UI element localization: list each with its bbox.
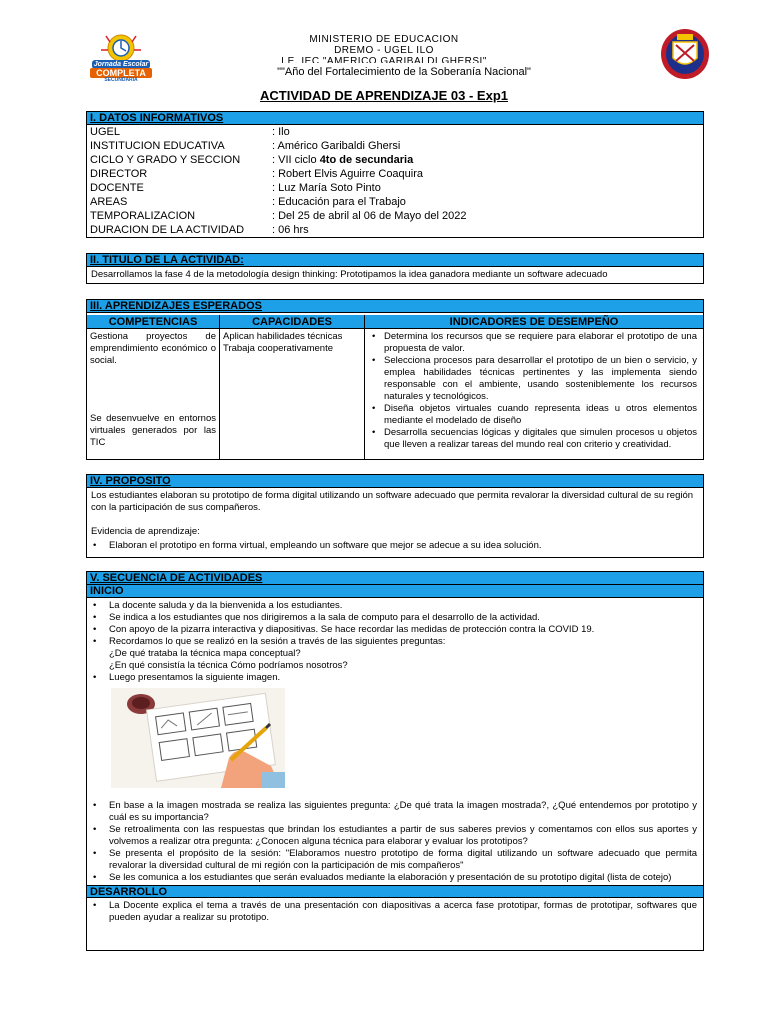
indicador-item: • Desarrolla secuencias lógicas y digitales que simulen procesos u objetos que lleven a realizar tareas del mundo real con criterio y creatividad. [368,427,697,451]
inicio-item-text: Recordamos lo que se realizó en la sesión a través de las siguientes preguntas: [109,636,446,647]
datos-heading: I. DATOS INFORMATIVOS [87,112,703,125]
col-competencias: COMPETENCIAS [87,315,220,329]
datos-value: : Ilo [272,126,290,138]
datos-value-plain: : VII ciclo [272,154,320,166]
section-proposito [86,474,704,558]
header-motto: ""Año del Fortalecimiento de la Soberanía Nacional" [277,66,531,78]
datos-value: : Américo Garibaldi Ghersi [272,140,401,152]
indicadores-cell [365,329,703,459]
titulo-heading: II. TITULO DE LA ACTIVIDAD: [87,254,703,267]
inicio-item [87,636,697,672]
col-capacidades: CAPACIDADES [220,315,365,329]
datos-label: DURACION DE LA ACTIVIDAD [90,224,245,236]
inicio-list [87,598,703,684]
col-indicadores: INDICADORES DE DESEMPEÑO [365,315,703,329]
followup-item: • Se retroalimenta con las respuestas que brindan los estudiantes a partir de sus saberes previos y comentamos con ellos sus aportes y volvemos a realizar otra pregunta: ¿Conocen alguna técnica para elaborar y evaluar los prototipos? [87,824,697,848]
capacidad-item: Trabaja cooperativamente [223,343,334,354]
section-datos [86,111,704,238]
datos-label: DIRECTOR [90,168,148,180]
school-crest-right [660,28,710,80]
competencias-cell [87,329,220,459]
evidencia-list [87,540,703,552]
inicio-heading: INICIO [87,585,703,598]
prototype-sketch-image [111,688,285,788]
inicio-item: • La docente saluda y da la bienvenida a los estudiantes. [87,600,697,612]
datos-value: : Luz María Soto Pinto [272,182,381,194]
indicador-item: • Determina los recursos que se requiere para elaborar el prototipo de una propuesta de valor. [368,331,697,355]
secuencia-heading: V. SECUENCIA DE ACTIVIDADES [87,572,703,585]
datos-value: : Educación para el Trabajo [272,196,406,208]
capacidades-cell [220,329,365,459]
datos-value [272,154,413,167]
datos-value: : Del 25 de abril al 06 de Mayo del 2022 [272,210,467,222]
competencia-item: Se desenvuelve en entornos virtuales generados por las TIC [90,413,216,448]
inicio-item: • Con apoyo de la pizarra interactiva y diapositivas. Se hace recordar las medidas de protección contra la COVID 19. [87,624,697,636]
datos-label: UGEL [90,126,120,138]
section-aprendizajes [86,299,704,460]
followup-item: • Se les comunica a los estudiantes que serán evaluados mediante la elaboración y presentación de su prototipo digital (lista de cotejo) [87,872,697,884]
datos-label: AREAS [90,196,128,208]
datos-label: INSTITUCION EDUCATIVA [90,140,225,152]
datos-label: CICLO Y GRADO Y SECCION [90,154,241,166]
capacidad-item: Aplican habilidades técnicas [223,331,343,342]
inicio-item: • Luego presentamos la siguiente imagen. [87,672,697,684]
evidencia-label: Evidencia de aprendizaje: [91,526,200,537]
datos-label: TEMPORALIZACION [90,210,196,222]
desarrollo-item: • La Docente explica el tema a través de una presentación con diapositivas a acerca fase prototipar, formas de prototipar, softwares que pueden ayudar a realizar su prototipo. [87,900,697,924]
aprendizajes-heading: III. APRENDIZAJES ESPERADOS [87,300,703,313]
competencia-item: Gestiona proyectos de emprendimiento económico o social. [90,331,216,366]
followup-item: • Se presenta el propósito de la sesión: "Elaboramos nuestro prototipo de forma digital utilizando un software adecuado que permita revalorar la diversidad cultural de mi región con la participación de mis compañeros" [87,848,697,872]
proposito-text: Los estudiantes elaboran su prototipo de forma digital utilizando un software adecuado que permita revalorar la diversidad cultural de su región con la participación de sus compañeros. [91,490,694,513]
desarrollo-heading: DESARROLLO [87,885,703,898]
section-titulo [86,253,704,284]
pregunta-1: ¿De qué trataba la técnica mapa conceptual? [109,648,301,659]
datos-label: DOCENTE [90,182,144,194]
logo-left-line-1: Jornada Escolar [93,61,149,68]
indicador-item: • Selecciona procesos para desarrollar el prototipo de un bien o servicio, y emplea habilidades técnicas pertinentes y las implementa siendo responsable con el ambiente, usando sosteniblemente los recursos naturales y tecnológicos. [368,355,697,403]
logo-left-line-2: COMPLETA [96,68,146,78]
datos-value-bold: 4to de secundaria [319,154,414,166]
inicio-item: • Se indica a los estudiantes que nos dirigiremos a la sala de computo para el desarrollo de la actividad. [87,612,697,624]
datos-value: : Robert Elvis Aguirre Coaquira [272,168,424,180]
section-secuencia [86,571,704,951]
activity-title: ACTIVIDAD DE APRENDIZAJE 03 - Exp1 [259,88,508,103]
pregunta-2: ¿En qué consistía la técnica Cómo podríamos nosotros? [109,660,348,671]
desarrollo-list [87,898,703,924]
header-dremo: DREMO - UGEL ILO [334,45,434,56]
inicio-followup-list [87,788,703,884]
titulo-text: Desarrollamos la fase 4 de la metodología design thinking: Prototipamos la idea ganadora mediante un software adecuado [91,269,608,280]
datos-value: : 06 hrs [272,224,309,236]
followup-item: • En base a la imagen mostrada se realiza las siguientes pregunta: ¿De qué trata la imagen mostrada?, ¿Qué entendemos por prototipo y cuál es su importancia? [87,800,697,824]
logo-left-line-3: SECUNDARIA [104,77,138,83]
header-school: I.E. IEC "AMERICO GARIBALDI GHERSI" [281,56,487,63]
evidencia-item: • Elaboran el prototipo en forma virtual, empleando un software que mejor se adecue a su idea solución. [87,540,703,552]
proposito-heading: IV. PROPOSITO [87,475,703,488]
indicadores-list [368,331,697,451]
indicador-item: • Diseña objetos virtuales cuando representa ideas u otros elementos mediante el modelado de diseño [368,403,697,427]
header-ministry: MINISTERIO DE EDUCACION [309,34,459,45]
